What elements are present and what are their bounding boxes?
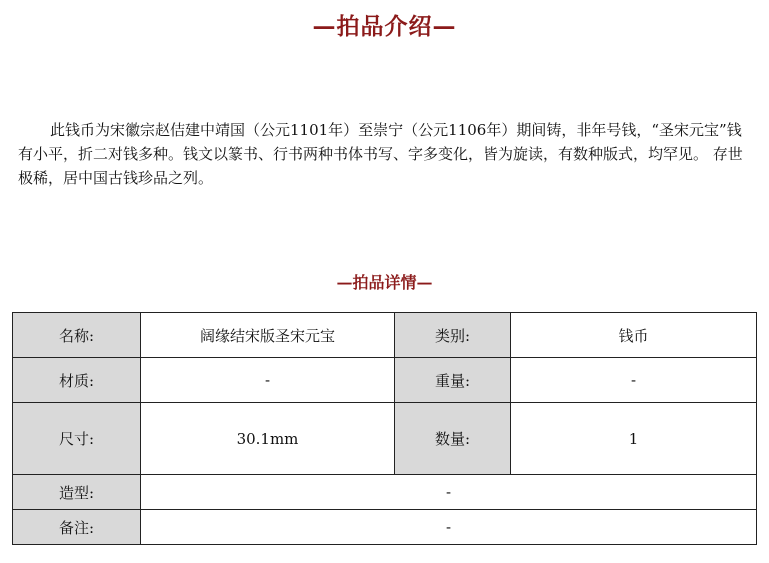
weight-label: 重量: [395,358,511,403]
size-value: 30.1mm [141,403,395,475]
shape-label: 造型: [13,475,141,510]
material-value: - [141,358,395,403]
table-row [13,475,757,510]
name-value: 阔缘结宋版圣宋元宝 [141,313,395,358]
name-label: 名称: [13,313,141,358]
size-label: 尺寸: [13,403,141,475]
category-value: 钱币 [511,313,757,358]
shape-value: - [141,475,757,510]
details-title: —拍品详情— [336,273,433,292]
page-title: —拍品介绍— [312,13,457,40]
material-label: 材质: [13,358,141,403]
remark-value: - [141,510,757,545]
weight-value: - [511,358,757,403]
quantity-label: 数量: [395,403,511,475]
table-row [13,358,757,403]
table-row [13,403,757,475]
table-row [13,510,757,545]
remark-label: 备注: [13,510,141,545]
quantity-value: 1 [511,403,757,475]
table-row [13,313,757,358]
category-label: 类别: [395,313,511,358]
item-description: 此钱币为宋徽宗赵佶建中靖国（公元1101年）至崇宁（公元1106年）期间铸，非年号钱，“圣宋元宝”钱有小平，折二对钱多种。钱文以篆书、行书两种书体书写、字多变化，皆为旋读，有数种版式，均罕见。 存世极稀，居中国古钱珍品之列。 [18,121,743,187]
details-table [12,312,757,545]
